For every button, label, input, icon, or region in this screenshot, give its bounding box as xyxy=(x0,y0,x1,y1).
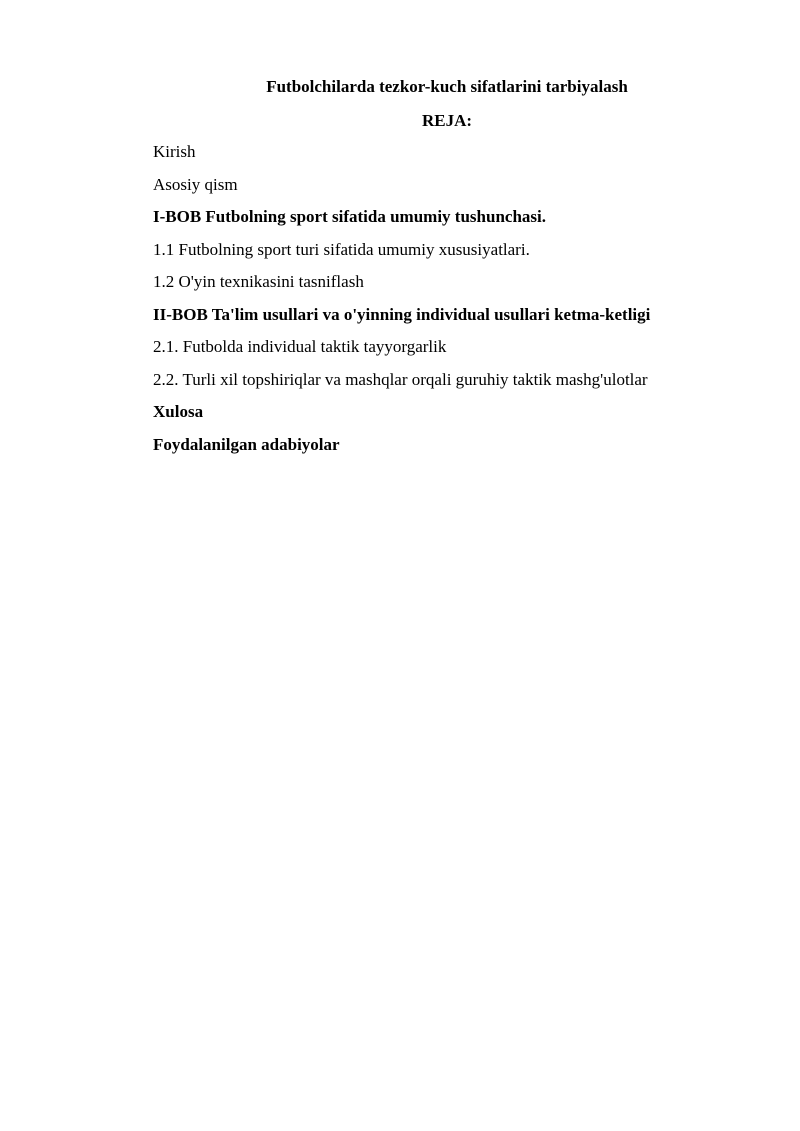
toc-item-adabiyotlar: Foydalanilgan adabiyolar xyxy=(153,434,340,454)
toc-section-2-1: 2.1. Futbolda individual taktik tayyorgarlik xyxy=(153,337,447,356)
toc-section-1-2: 1.2 O'yin texnikasini tasniflash xyxy=(153,272,364,291)
toc-section-1-1: 1.1 Futbolning sport turi sifatida umumiy xususiyatlari. xyxy=(153,239,530,259)
toc-item-xulosa: Xulosa xyxy=(153,402,204,421)
toc-item-kirish: Kirish xyxy=(153,142,196,161)
toc-chapter-1: I-BOB Futbolning sport sifatida umumiy tushunchasi. xyxy=(153,207,546,226)
plan-heading: REJA: xyxy=(421,111,473,130)
toc-item-asosiy-qism: Asosiy qism xyxy=(153,174,238,194)
document-title: Futbolchilarda tezkor-kuch sifatlarini tarbiyalash xyxy=(266,77,628,96)
table-of-contents xyxy=(153,140,773,465)
toc-chapter-2: II-BOB Ta'lim usullari va o'yinning individual usullari ketma-ketligi xyxy=(153,304,651,324)
toc-section-2-2: 2.2. Turli xil topshiriqlar va mashqlar orqali guruhiy taktik mashg'ulotlar xyxy=(153,369,648,389)
